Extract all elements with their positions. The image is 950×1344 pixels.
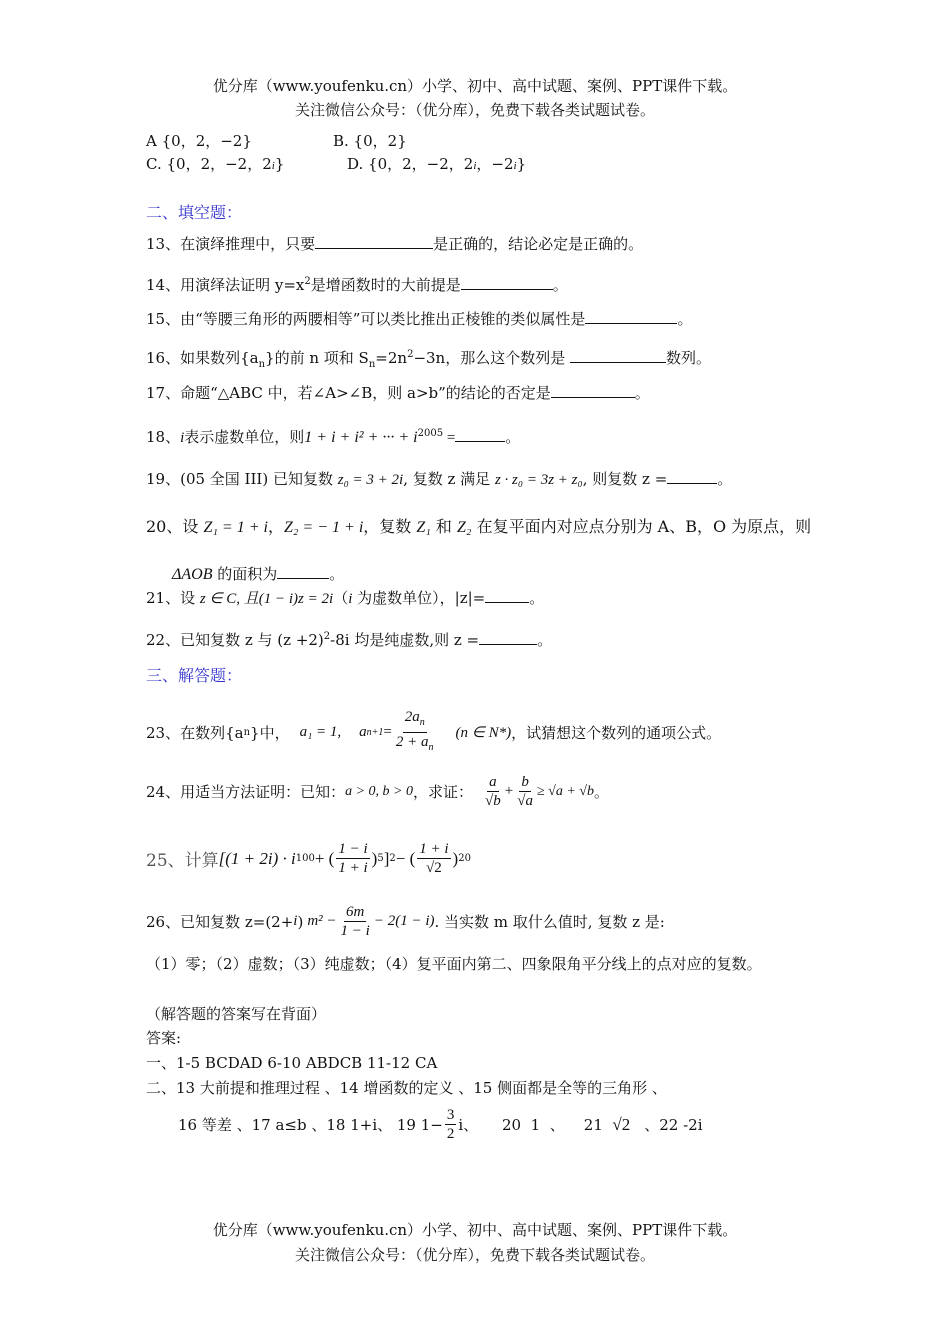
q20-z2b: Z₂ xyxy=(457,519,472,536)
q22-pre: 22、已知复数 z 与 (z +2) xyxy=(146,631,324,649)
q16-sub: n xyxy=(258,359,266,370)
choice-c xyxy=(146,154,284,176)
q24-frac-1 xyxy=(483,773,503,810)
q20-end: 。 xyxy=(329,565,345,583)
q21-blank[interactable] xyxy=(485,588,529,603)
question-17 xyxy=(146,383,650,403)
q20-mid: ，复数 xyxy=(363,517,417,536)
q23-den-sub: n xyxy=(428,742,434,753)
q13-pre: 13、在演绎推理中，只要 xyxy=(146,235,316,253)
q25-frac-2 xyxy=(417,840,450,877)
answer-19-frac xyxy=(445,1106,457,1143)
q25-sup4: 20 xyxy=(458,853,471,864)
choice-d-text: D. {0，2，−2，2 xyxy=(347,155,474,173)
q24-f1-den: √b xyxy=(485,793,501,809)
q24-f1-num: a xyxy=(489,774,497,790)
q17-blank[interactable] xyxy=(551,383,635,398)
question-24 xyxy=(146,773,609,810)
q26-post: . 当实数 m 取什么值时, 复数 z 是: xyxy=(434,913,665,931)
q20-and: 和 xyxy=(430,517,458,536)
q23-cond: (n ∈ N*) xyxy=(455,725,512,741)
q20-pre: 20、设 xyxy=(146,517,204,536)
question-13 xyxy=(146,234,643,254)
answer-line-2: 二、13 大前提和推理过程 、14 增函数的定义 、15 侧面都是全等的三角形 、 xyxy=(146,1079,667,1097)
q24-mid: ，求证： xyxy=(413,783,474,801)
q20-z2: Z₂ = − 1 + i xyxy=(283,519,364,536)
q26-rest: − 2(1 − i) xyxy=(373,913,435,929)
q23-den-text: 2 + a xyxy=(395,734,429,750)
answer-line-1: 一、1-5 BCDAD 6-10 ABDCB 11-12 CA xyxy=(146,1054,438,1072)
q26-mid: ) xyxy=(297,912,304,931)
q24-pre: 24、用适当方法证明：已知： xyxy=(146,783,346,801)
q19-post: , 则复数 z = xyxy=(582,470,668,488)
q23-a1: a₁ = 1, xyxy=(299,724,342,740)
q23-num-text: 2a xyxy=(404,709,420,725)
q21-i: i xyxy=(348,591,353,607)
choice-a: A {0，2，−2} xyxy=(146,132,252,150)
q14-end: 。 xyxy=(552,276,568,294)
q22-sup: 2 xyxy=(323,631,331,642)
q20-aob: ΔAOB xyxy=(172,566,213,583)
q16-sup: 2 xyxy=(407,349,414,360)
answer-22: 、22 -2i xyxy=(644,1116,703,1134)
q14-pre: 14、用演绎法证明 y=x xyxy=(146,276,305,294)
q13-post: 是正确的，结论必定是正确的。 xyxy=(433,235,644,253)
q20-z1b: Z₁ xyxy=(416,519,431,536)
q25-frac-1 xyxy=(336,840,369,877)
q21-mid: （ xyxy=(333,589,349,607)
q22-end: 。 xyxy=(537,631,553,649)
footer-line-1: 优分库（www.youfenku.cn）小学、初中、高中试题、案例、PPT课件下载。 xyxy=(212,1221,738,1239)
q25-pre: 25、计算 xyxy=(146,851,219,871)
choice-d-i: i xyxy=(473,160,477,172)
q21-pre: 21、设 xyxy=(146,589,200,607)
q20-post: 在复平面内对应点分别为 A、B，O 为原点，则 xyxy=(471,517,812,536)
choice-d xyxy=(347,154,526,176)
q18-sup: 2005 xyxy=(417,428,444,439)
q26-pre: 26、已知复数 z=(2+ xyxy=(146,913,294,931)
answer-19-num: 3 xyxy=(446,1107,455,1123)
question-16 xyxy=(146,345,711,375)
question-15 xyxy=(146,309,692,329)
q15-end: 。 xyxy=(677,310,693,328)
q19-mid: , 复数 z 满足 xyxy=(403,470,495,488)
q26-i: i xyxy=(293,913,298,929)
q13-blank[interactable] xyxy=(315,234,433,249)
q17-end: 。 xyxy=(634,384,650,402)
q24-rhs: ≥ √a + √b xyxy=(536,783,594,799)
question-21 xyxy=(146,588,544,609)
choice-c-text: C. {0，2，−2，2 xyxy=(146,155,272,173)
answer-16-19: 16 等差 、17 a≤b 、18 1+i、 19 1− xyxy=(178,1116,443,1134)
q24-frac-2 xyxy=(515,773,535,810)
q23-an1: a xyxy=(359,724,367,740)
answer-21-sqrt: √2 xyxy=(612,1114,631,1134)
q24-end: 。 xyxy=(593,783,609,801)
q16-blank[interactable] xyxy=(570,348,666,363)
question-22 xyxy=(146,627,552,650)
q21-expr: z ∈ C, 且(1 − i)z = 2i xyxy=(199,591,334,607)
q24-plus: + xyxy=(504,783,514,799)
q18-i: i xyxy=(180,430,185,446)
choice-d-i2: i xyxy=(513,160,517,172)
q23-an1-sub: n+1 xyxy=(366,727,384,738)
q23-den xyxy=(394,733,436,757)
footer-line-2: 关注微信公众号：（优分库），免费下载各类试题试卷。 xyxy=(294,1246,655,1264)
section-solve-title: 三、解答题： xyxy=(146,666,243,685)
q23-sub: n xyxy=(243,727,251,738)
q26-f-num: 6m xyxy=(346,904,365,920)
q24-f2-num: b xyxy=(521,774,529,790)
question-25 xyxy=(146,840,471,877)
q26-frac xyxy=(339,903,372,940)
q23-post: ，试猜想这个数列的通项公式。 xyxy=(511,724,722,742)
answer-19-21: i、 20 1 、 21 xyxy=(458,1116,613,1134)
q25-p4: ] xyxy=(383,848,390,868)
q23-eq: = xyxy=(383,724,392,740)
q15-pre: 15、由“等腰三角形的两腰相等”可以类比推出正棱锥的类似属性是 xyxy=(146,310,586,328)
q21-end: 。 xyxy=(529,589,545,607)
q24-cond: a > 0, b > 0 xyxy=(345,783,413,799)
q25-sup2: 5 xyxy=(377,853,384,864)
q25-f2-num: 1 + i xyxy=(419,841,449,857)
answer-label: 答案: xyxy=(146,1029,182,1047)
q14-post: 是增函数时的大前提是 xyxy=(310,276,461,294)
q18-end: 。 xyxy=(505,428,521,446)
q25-f1-den: 1 + i xyxy=(338,860,368,876)
q25-p1: [(1 + 2i) · i xyxy=(218,848,296,868)
q25-sup1: 100 xyxy=(295,853,315,864)
q26-m2: m² − xyxy=(307,913,337,929)
q25-f1-num: 1 − i xyxy=(338,841,368,857)
header-line-2: 关注微信公众号：（优分库），免费下载各类试题试卷。 xyxy=(294,101,655,119)
q22-post: -8i 均是纯虚数,则 z = xyxy=(330,631,480,649)
q16-mid2: =2n xyxy=(375,349,408,367)
q15-blank[interactable] xyxy=(585,309,677,324)
q19-end: 。 xyxy=(717,470,733,488)
q20-sep1: ， xyxy=(267,517,284,536)
q25-p6: ) xyxy=(452,848,459,868)
q23-num xyxy=(403,708,427,733)
q21-mid2: 为虚数单位），|z|= xyxy=(352,589,486,607)
q20-blank[interactable] xyxy=(277,564,329,579)
q25-sup3: 2 xyxy=(389,853,396,864)
q19-pre: 19、(05 全国 III) 已知复数 xyxy=(146,470,338,488)
q23-pre: 23、在数列{a xyxy=(146,724,244,742)
q14-sup: 2 xyxy=(304,276,311,287)
q16-pre: 16、如果数列{a xyxy=(146,349,259,367)
q17-pre: 17、命题“△ABC 中，若∠A>∠B，则 a>b”的结论的否定是 xyxy=(146,384,551,402)
q16-sub2: n xyxy=(368,359,376,370)
header-line-1: 优分库（www.youfenku.cn）小学、初中、高中试题、案例、PPT课件下载。 xyxy=(212,77,738,95)
q14-blank[interactable] xyxy=(461,275,553,290)
q19-blank[interactable] xyxy=(667,469,717,484)
q23-num-sub: n xyxy=(419,717,425,728)
q22-blank[interactable] xyxy=(479,630,537,645)
choice-c-end: } xyxy=(274,155,285,173)
question-18 xyxy=(146,424,520,448)
question-23 xyxy=(146,708,721,757)
question-19 xyxy=(146,469,732,490)
question-26 xyxy=(146,903,665,940)
choice-b: B. {0，2} xyxy=(333,132,407,150)
q16-mid: }的前 n 项和 S xyxy=(265,349,369,367)
answer-19-den: 2 xyxy=(446,1126,455,1142)
q20-area: 的面积为 xyxy=(212,565,278,583)
q20-z1: Z₁ = 1 + i xyxy=(203,519,268,536)
answer-note: （解答题的答案写在背面） xyxy=(146,1005,327,1023)
section-fill-blank-title: 二、填空题： xyxy=(146,203,243,222)
choice-c-i: i xyxy=(271,160,275,172)
question-26-options: （1）零；（2）虚数；（3）纯虚数；（4）复平面内第二、四象限角平分线上的点对应的复数。 xyxy=(146,955,762,973)
q19-expr: z · z₀ = 3z + z₀ xyxy=(494,472,583,488)
q23-mid: }中， xyxy=(250,724,290,742)
q18-eq: = xyxy=(443,430,456,446)
q18-mid: 表示虚数单位，则 xyxy=(184,428,305,446)
choice-d-mid: ，−2 xyxy=(476,155,514,173)
choice-d-end: } xyxy=(516,155,527,173)
q23-fraction xyxy=(394,708,436,757)
question-14 xyxy=(146,272,568,295)
q25-p5: − ( xyxy=(395,848,416,868)
q24-f2-den: √a xyxy=(517,793,533,809)
q18-expr: 1 + i + i² + ··· + i xyxy=(304,429,418,446)
q25-p3: ) xyxy=(371,848,378,868)
q16-mid3: −3n，那么这个数列是 xyxy=(413,349,566,367)
q18-pre: 18、 xyxy=(146,428,181,446)
q25-p2: + ( xyxy=(314,848,335,868)
question-20 xyxy=(146,517,811,538)
q16-post: 数列。 xyxy=(666,349,712,367)
question-20-line-2 xyxy=(172,564,344,585)
answer-line-3 xyxy=(178,1106,703,1143)
q19-z0: z₀ = 3 + 2i xyxy=(337,472,404,488)
q25-f2-den: √2 xyxy=(426,860,442,876)
q18-blank[interactable] xyxy=(455,427,505,442)
q26-f-den: 1 − i xyxy=(340,923,370,939)
